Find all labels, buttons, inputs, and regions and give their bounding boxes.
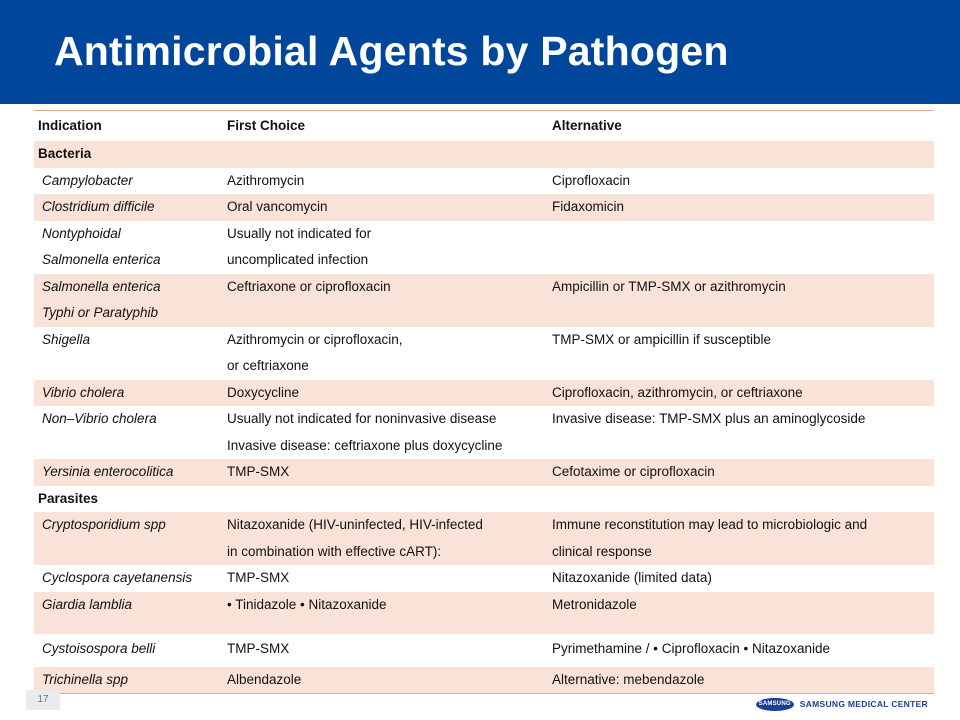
table-row [34, 194, 934, 221]
pathogen-table [34, 110, 934, 694]
first-choice-cell [223, 565, 548, 592]
pathogen-table-container [34, 110, 934, 694]
indication-cell [34, 221, 223, 274]
table-row [34, 565, 934, 592]
table-row [34, 168, 934, 195]
alternative-cell [548, 274, 934, 327]
indication-cell [34, 592, 223, 634]
alternative-line: Pyrimethamine / • Ciprofloxacin • Nitazoxanide [552, 640, 831, 656]
indication-line: Clostridium difficile [42, 199, 155, 214]
indication-line: Trichinella spp [42, 671, 129, 687]
indication-cell [34, 459, 223, 486]
alternative-cell [548, 634, 934, 667]
first-choice-line: TMP-SMX [227, 570, 290, 585]
indication-line: Cyclospora cayetanensis [42, 570, 193, 585]
alternative-cell [548, 565, 934, 592]
first-choice-cell [223, 592, 548, 634]
logo-wordmark: SAMSUNG MEDICAL CENTER [799, 699, 928, 709]
indication-cell [34, 512, 223, 565]
page-number: 17 [26, 690, 60, 710]
section-label-bacteria: Bacteria [34, 141, 934, 168]
alternative-cell [548, 667, 934, 694]
alternative-line: Ampicillin or TMP-SMX or azithromycin [552, 278, 786, 294]
alternative-line: TMP-SMX or ampicillin if susceptible [552, 331, 772, 347]
first-choice-line: Usually not indicated for noninvasive disease [227, 411, 497, 426]
indication-cell [34, 406, 223, 459]
indication-line: Shigella [42, 331, 91, 347]
section-row-parasites [34, 486, 934, 513]
first-choice-cell [223, 221, 548, 274]
first-choice-line: Azithromycin or ciprofloxacin, [227, 331, 403, 347]
first-choice-line: Invasive disease: ceftriaxone plus doxycycline [227, 437, 503, 453]
indication-line: Typhi or Paratyphib [42, 305, 159, 320]
indication-line: Non–Vibrio cholera [42, 411, 157, 426]
slide-title: Antimicrobial Agents by Pathogen [54, 28, 729, 74]
indication-line: Cystoisospora belli [42, 640, 156, 656]
first-choice-cell [223, 327, 548, 380]
indication-line: Vibrio cholera [42, 384, 125, 400]
alternative-cell [548, 168, 934, 195]
table-row [34, 221, 934, 274]
alternative-line: Fidaxomicin [552, 199, 625, 214]
indication-cell [34, 274, 223, 327]
alternative-cell [548, 327, 934, 380]
first-choice-cell [223, 512, 548, 565]
first-choice-line: Nitazoxanide (HIV-uninfected, HIV-infected [227, 517, 483, 532]
first-choice-line: TMP-SMX [227, 464, 290, 479]
alternative-line: Ciprofloxacin [552, 172, 631, 188]
samsung-oval-logo-icon: SAMSUNG [756, 698, 794, 711]
column-header-first-choice: First Choice [227, 118, 306, 133]
first-choice-line: Oral vancomycin [227, 199, 328, 214]
first-choice-cell [223, 406, 548, 459]
indication-line: Giardia lamblia [42, 596, 133, 612]
indication-line: Salmonella enterica [42, 278, 161, 294]
first-choice-cell [223, 194, 548, 221]
samsung-medical-center-logo [756, 696, 928, 712]
first-choice-line: • Tinidazole • Nitazoxanide [227, 596, 387, 612]
indication-cell [34, 327, 223, 380]
first-choice-line: Ceftriaxone or ciprofloxacin [227, 278, 391, 294]
alternative-cell [548, 194, 934, 221]
table-row [34, 327, 934, 380]
table-row [34, 512, 934, 565]
alternative-line: Immune reconstitution may lead to microbiologic and [552, 517, 868, 532]
first-choice-cell [223, 634, 548, 667]
alternative-line: Alternative: mebendazole [552, 671, 705, 687]
title-bar [0, 0, 960, 104]
table-row [34, 634, 934, 667]
indication-cell [34, 634, 223, 667]
section-label-parasites: Parasites [38, 490, 99, 506]
alternative-cell [548, 380, 934, 407]
indication-line: Yersinia enterocolitica [42, 464, 174, 479]
alternative-line: Nitazoxanide (limited data) [552, 570, 712, 585]
column-header-indication: Indication [38, 118, 102, 133]
indication-cell [34, 667, 223, 694]
first-choice-cell [223, 274, 548, 327]
indication-cell [34, 194, 223, 221]
indication-cell [34, 380, 223, 407]
alternative-line: Invasive disease: TMP-SMX plus an aminoglycoside [552, 411, 866, 426]
first-choice-cell [223, 667, 548, 694]
alternative-cell [548, 221, 934, 274]
column-header-alternative: Alternative [552, 118, 622, 133]
first-choice-line: or ceftriaxone [227, 358, 309, 373]
table-header-row [34, 111, 934, 142]
first-choice-line: Usually not indicated for [227, 225, 372, 241]
first-choice-cell [223, 168, 548, 195]
alternative-cell [548, 512, 934, 565]
alternative-line: Ciprofloxacin, azithromycin, or ceftriaxone [552, 384, 803, 400]
table-row [34, 592, 934, 634]
indication-cell [34, 565, 223, 592]
indication-line: Salmonella enterica [42, 252, 161, 267]
first-choice-cell [223, 380, 548, 407]
table-row [34, 406, 934, 459]
table-row [34, 274, 934, 327]
first-choice-line: uncomplicated infection [227, 252, 369, 267]
alternative-cell [548, 592, 934, 634]
first-choice-line: Azithromycin [227, 172, 305, 188]
indication-line: Campylobacter [42, 172, 133, 188]
table-row [34, 667, 934, 694]
alternative-line: clinical response [552, 543, 652, 559]
first-choice-cell [223, 459, 548, 486]
indication-line: Nontyphoidal [42, 225, 121, 241]
alternative-line: Cefotaxime or ciprofloxacin [552, 464, 715, 479]
alternative-cell [548, 459, 934, 486]
indication-line: Cryptosporidium spp [42, 517, 166, 532]
section-row-bacteria [34, 141, 934, 168]
first-choice-line: Doxycycline [227, 384, 300, 400]
alternative-line: Metronidazole [552, 596, 637, 612]
alternative-cell [548, 406, 934, 459]
first-choice-line: Albendazole [227, 671, 302, 687]
table-row [34, 380, 934, 407]
first-choice-line: in combination with effective cART): [227, 543, 442, 559]
table-row [34, 459, 934, 486]
indication-cell [34, 168, 223, 195]
first-choice-line: TMP-SMX [227, 640, 290, 656]
